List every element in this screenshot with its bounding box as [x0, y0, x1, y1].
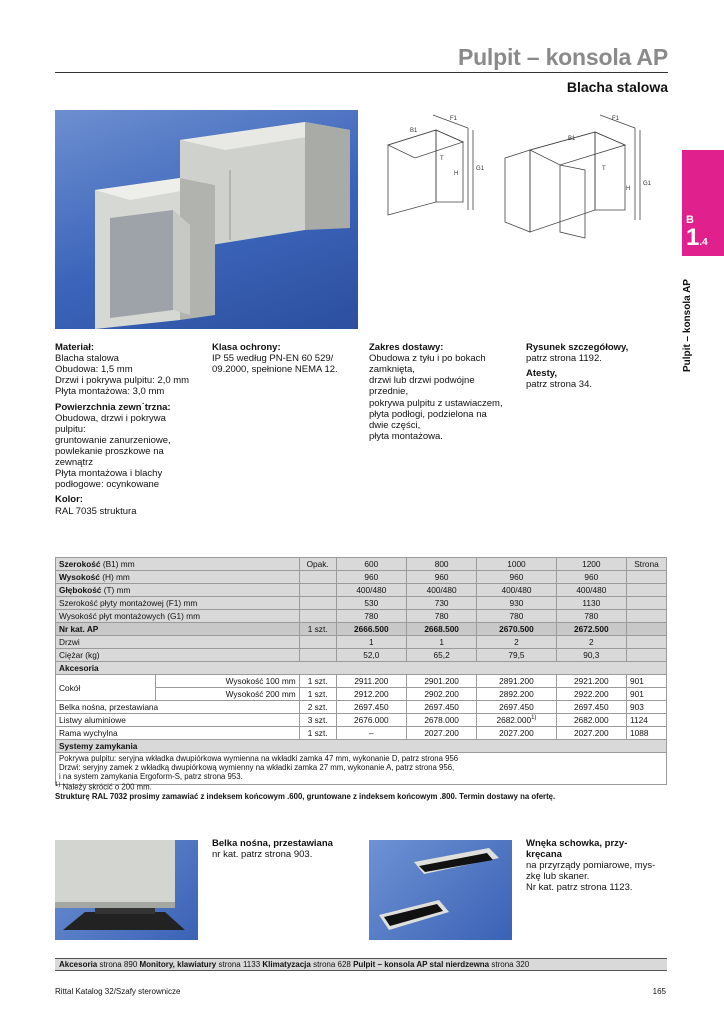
page-ref[interactable]: 901 [627, 675, 667, 688]
catalog-number: 2668.500 [424, 624, 459, 634]
storage-compartment-illustration [369, 840, 512, 940]
page-ref[interactable]: 901 [627, 688, 667, 701]
table-row [56, 649, 667, 662]
cert-heading: Atesty, [526, 368, 557, 380]
scope-line: przednie, [369, 386, 409, 398]
accessory-number[interactable]: 2912.200 [336, 688, 406, 701]
title-rule [55, 72, 668, 73]
storage-compartment-heading: Wnęka schowka, przy- [526, 838, 628, 849]
cross-reference-bar [55, 958, 667, 971]
doors-value: 1 [336, 636, 406, 649]
single-door-drawing [378, 110, 503, 220]
surface-line: Obudowa, drzwi i pokrywa [55, 412, 166, 424]
weight-value: 79,5 [477, 649, 556, 662]
height-value: 960 [477, 571, 556, 584]
accessory-number[interactable]: 2697.450 [477, 701, 556, 714]
accessory-pack: 3 szt. [299, 714, 336, 727]
depth-label: Głębokość [59, 585, 102, 595]
width-label: Szerokość [59, 559, 101, 569]
drawing-label-t: T [440, 156, 444, 162]
spec-table [55, 557, 667, 785]
storage-compartment-line[interactable]: Nr kat. patrz strona 1123. [526, 882, 633, 894]
locks-note [56, 753, 667, 785]
empty-cell [627, 610, 667, 623]
surface-line: Płyta montażowa i blachy [55, 468, 163, 480]
material-heading: Materiał: [55, 342, 95, 353]
section-letter: B [686, 214, 694, 226]
footnote-bold-text: Strukturę RAL 7032 prosimy zamawiać z indeksem końcowym .600, gruntowane z indeksem końcowym .800. Termin dostawy na ofertę. [55, 792, 556, 802]
plinth-row-pack: 1 szt. [299, 675, 336, 688]
weight-value: 65,2 [406, 649, 476, 662]
drawing-label-g1: G1 [476, 166, 485, 172]
accessory-number: 2682.000 [496, 715, 532, 725]
footnote-text: Należy skrócić o 200 mm. [60, 782, 152, 792]
protection-heading: Klasa ochrony: [212, 342, 281, 353]
footnote-mark: 1) [55, 782, 61, 788]
empty-cell [299, 636, 336, 649]
cross-reference-title: Monitory, klawiatury [139, 960, 217, 969]
table-row [56, 558, 667, 571]
weight-value: 90,3 [556, 649, 626, 662]
material-line: Drzwi i pokrywa pulpitu: 2,0 mm [55, 375, 190, 387]
depth-value: 400/480 [406, 584, 476, 597]
height-unit: (H) mm [99, 572, 130, 582]
catalog-number-cell[interactable] [336, 623, 406, 636]
footnote-mark: 1) [531, 715, 537, 722]
storage-compartment-heading: kręcana [526, 849, 562, 861]
empty-cell [627, 584, 667, 597]
depth-label-cell [56, 584, 300, 597]
depth-value: 400/480 [477, 584, 556, 597]
section-number [686, 226, 708, 250]
surface-line: gruntowanie zanurzeniowe, [55, 434, 171, 446]
catalog-number: 2666.500 [354, 624, 389, 634]
scope-line: pokrywa pulpitu z ustawiaczem, [369, 397, 503, 409]
surface-line: zewnątrz [55, 457, 94, 469]
storage-compartment-line: na przyrządy pomiarowe, mys- [526, 860, 656, 872]
cert-line[interactable]: patrz strona 34. [526, 379, 593, 391]
scope-line: dwie części, [369, 419, 421, 431]
depth-value: 400/480 [336, 584, 406, 597]
catalog-number: 2672.500 [574, 624, 609, 634]
drawing-label-h: H [454, 171, 459, 177]
cross-reference-title: Pulpit – konsola AP stal nierdzewna [353, 960, 490, 969]
scope-column [369, 342, 519, 442]
footnotes [55, 782, 555, 802]
product-photo [55, 110, 358, 329]
accessory-number: – [336, 727, 406, 740]
plate-width-value: 930 [477, 597, 556, 610]
drawing-ref-column [526, 342, 676, 390]
height-value: 960 [406, 571, 476, 584]
height-value: 960 [336, 571, 406, 584]
color-line: RAL 7035 struktura [55, 505, 137, 517]
cross-reference-page: strona 1133 [216, 960, 263, 969]
depth-unit: (T) mm [101, 585, 131, 595]
depth-value: 400/480 [556, 584, 626, 597]
table-row [56, 597, 667, 610]
page-header: Strona [627, 558, 667, 571]
table-row [56, 740, 667, 753]
width-value: 600 [336, 558, 406, 571]
cross-reference-link[interactable] [353, 960, 529, 969]
catalog-number-cell[interactable] [477, 623, 556, 636]
empty-cell [299, 571, 336, 584]
accessory-number[interactable]: 2891.200 [477, 675, 556, 688]
footer-catalog-name: Rittal Katalog 32/Szafy sterownicze [55, 987, 181, 996]
accessory-number[interactable]: 2027.200 [477, 727, 556, 740]
plate-width-value: 530 [336, 597, 406, 610]
material-line: Blacha stalowa [55, 353, 119, 365]
accessory-label: Belka nośna, przestawiana [56, 701, 300, 714]
plate-width-value: 1130 [556, 597, 626, 610]
locks-note-line: Drzwi: seryjny zamek z wkładką dwupiórkową wymienny na wkładki zamka 27 mm, wykonanie A, patrz strona 956, [59, 762, 455, 772]
table-row [56, 675, 667, 688]
catalog-pack: 1 szt. [299, 623, 336, 636]
accessory-number[interactable]: 2901.200 [406, 675, 476, 688]
drawing2-label-g1: G1 [643, 181, 652, 187]
scope-line: płyta podłogi, podzielona na [369, 408, 487, 420]
console-cabinets-illustration [55, 110, 358, 329]
footer-page-number: 165 [652, 987, 666, 996]
empty-cell [299, 610, 336, 623]
section-number-sub: .4 [699, 237, 708, 248]
material-line: Płyta montażowa: 3,0 mm [55, 386, 165, 398]
catalog-label: Nr kat. AP [59, 624, 99, 634]
accessory-number[interactable]: 2902.200 [406, 688, 476, 701]
drawing2-label-b1: B1 [568, 136, 576, 142]
catalog-label-cell [56, 623, 300, 636]
empty-cell [627, 649, 667, 662]
cross-reference-link[interactable] [140, 960, 263, 969]
drawing-label-f1: F1 [450, 116, 458, 122]
empty-cell [627, 571, 667, 584]
empty-cell [627, 636, 667, 649]
carrier-bar-illustration [55, 840, 198, 940]
protection-line: 09.2000, spełnione NEMA 12. [212, 364, 338, 376]
material-line: Obudowa: 1,5 mm [55, 364, 133, 376]
plate-height-value: 780 [406, 610, 476, 623]
weight-value: 52,0 [336, 649, 406, 662]
plate-height-value: 780 [477, 610, 556, 623]
storage-compartment-photo [369, 840, 512, 940]
accessory-number[interactable]: 2892.200 [477, 688, 556, 701]
width-value: 800 [406, 558, 476, 571]
table-row [56, 662, 667, 675]
cross-reference-link[interactable] [262, 960, 353, 969]
drawing-ref-line[interactable]: patrz strona 1192. [526, 353, 602, 365]
locks-label-cell [56, 740, 667, 753]
scope-line: płyta montażowa. [369, 430, 443, 442]
pack-header: Opak. [299, 558, 336, 571]
accessory-number[interactable]: 2682.000 [556, 714, 626, 727]
doors-value: 2 [477, 636, 556, 649]
accessory-pack: 1 szt. [299, 727, 336, 740]
table-row [56, 571, 667, 584]
height-label-cell [56, 571, 300, 584]
material-column [55, 342, 205, 517]
drawing2-label-h: H [626, 186, 631, 192]
drawing2-label-f1: F1 [612, 116, 620, 122]
empty-cell [627, 597, 667, 610]
drawing-label-b1: B1 [410, 128, 418, 134]
plinth-row-pack: 1 szt. [299, 688, 336, 701]
accessory-number[interactable]: 2697.450 [336, 701, 406, 714]
cross-reference-title: Akcesoria [59, 960, 98, 969]
plate-width-value: 730 [406, 597, 476, 610]
carrier-bar-caption [212, 838, 362, 860]
page-subtitle: Blacha stalowa [566, 79, 668, 95]
carrier-bar-heading: Belka nośna, przestawiana [212, 838, 333, 849]
empty-cell [299, 649, 336, 662]
table-row [56, 701, 667, 714]
plinth-row-label: Wysokość 200 mm [156, 688, 300, 701]
accessory-number[interactable]: 2678.000 [406, 714, 476, 727]
table-row [56, 714, 667, 727]
accessory-number[interactable]: 2676.000 [336, 714, 406, 727]
doors-value: 2 [556, 636, 626, 649]
accessory-number[interactable]: 2911.200 [336, 675, 406, 688]
empty-cell [299, 584, 336, 597]
scope-line: drzwi lub drzwi podwójne [369, 375, 475, 387]
cross-reference-page: strona 890 [97, 960, 140, 969]
accessory-number[interactable]: 2697.450 [556, 701, 626, 714]
protection-line: IP 55 według PN-EN 60 529/ [212, 353, 334, 365]
cross-reference-title: Klimatyzacja [262, 960, 311, 969]
scope-heading: Zakres dostawy: [369, 342, 444, 353]
accessories-label: Akcesoria [59, 663, 99, 673]
accessory-number[interactable]: 2027.200 [406, 727, 476, 740]
accessory-number[interactable]: 2027.200 [556, 727, 626, 740]
surface-line: pulpitu: [55, 423, 86, 435]
color-heading: Kolor: [55, 494, 83, 506]
page-title: Pulpit – konsola AP [457, 44, 668, 70]
accessory-number-cell[interactable] [477, 714, 556, 727]
accessory-number[interactable]: 2697.450 [406, 701, 476, 714]
cross-reference-page: strona 628 [310, 960, 354, 969]
section-number-main: 1 [686, 224, 700, 251]
locks-note-line: i na system zamykania Ergoform-S, patrz strona 953. [59, 771, 243, 781]
catalog-number: 2670.500 [499, 624, 534, 634]
width-unit: (B1) mm [100, 559, 135, 569]
weight-label: Ciężar (kg) [56, 649, 300, 662]
accessory-number[interactable]: 2922.200 [556, 688, 626, 701]
page-ref[interactable]: 1088 [627, 727, 667, 740]
catalog-number-cell[interactable] [556, 623, 626, 636]
scope-line: zamknięta, [369, 364, 415, 376]
accessory-label: Rama wychylna [56, 727, 300, 740]
height-label: Wysokość [59, 572, 100, 582]
page-ref[interactable]: 1124 [627, 714, 667, 727]
section-tab[interactable] [682, 150, 724, 256]
cross-reference-link[interactable] [59, 960, 140, 969]
width-value: 1200 [556, 558, 626, 571]
side-section-label: Pulpit – konsola AP [682, 279, 693, 372]
footnote-line [55, 782, 555, 792]
width-label-cell [56, 558, 300, 571]
table-row [56, 727, 667, 740]
carrier-bar-line[interactable]: nr kat. patrz strona 903. [212, 849, 313, 861]
plinth-row-label: Wysokość 100 mm [156, 675, 300, 688]
storage-compartment-caption [526, 838, 676, 894]
plate-width-label: Szerokość płyty montażowej (F1) mm [56, 597, 300, 610]
accessory-label: Listwy aluminiowe [56, 714, 300, 727]
accessory-pack: 2 szt. [299, 701, 336, 714]
surface-line: podłogowe: ocynkowane [55, 479, 160, 491]
table-row [56, 584, 667, 597]
doors-label: Drzwi [56, 636, 300, 649]
locks-label: Systemy zamykania [59, 741, 138, 751]
plate-height-label: Wysokość płyt montażowych (G1) mm [56, 610, 300, 623]
accessories-label-cell [56, 662, 667, 675]
table-row [56, 610, 667, 623]
plate-height-value: 780 [336, 610, 406, 623]
surface-line: powlekanie proszkowe na [55, 445, 164, 457]
double-door-drawing [500, 110, 665, 245]
cross-reference-page: strona 320 [489, 960, 530, 969]
plinth-label: Cokół [56, 675, 156, 701]
empty-cell [299, 597, 336, 610]
width-value: 1000 [477, 558, 556, 571]
table-row [56, 636, 667, 649]
table-row [56, 753, 667, 785]
catalog-number-cell[interactable] [406, 623, 476, 636]
surface-heading: Powierzchnia zewn˙trzna: [55, 401, 171, 413]
scope-line: Obudowa z tyłu i po bokach [369, 353, 486, 365]
drawing2-label-t: T [602, 166, 606, 172]
plate-height-value: 780 [556, 610, 626, 623]
protection-column [212, 342, 362, 375]
drawing-ref-heading: Rysunek szczegółowy, [526, 342, 629, 353]
empty-cell [627, 623, 667, 636]
page-ref[interactable]: 903 [627, 701, 667, 714]
storage-compartment-line: zkę lub skaner. [526, 871, 590, 883]
locks-note-line: Pokrywa pulpitu: seryjna wkładka dwupiórkowa wymienna na wkładki zamka 47 mm, wykonanie D, patrz strona 956 [59, 754, 459, 763]
accessory-number[interactable]: 2921.200 [556, 675, 626, 688]
table-row [56, 623, 667, 636]
doors-value: 1 [406, 636, 476, 649]
height-value: 960 [556, 571, 626, 584]
carrier-bar-photo [55, 840, 198, 940]
footnote-bold [55, 792, 555, 802]
